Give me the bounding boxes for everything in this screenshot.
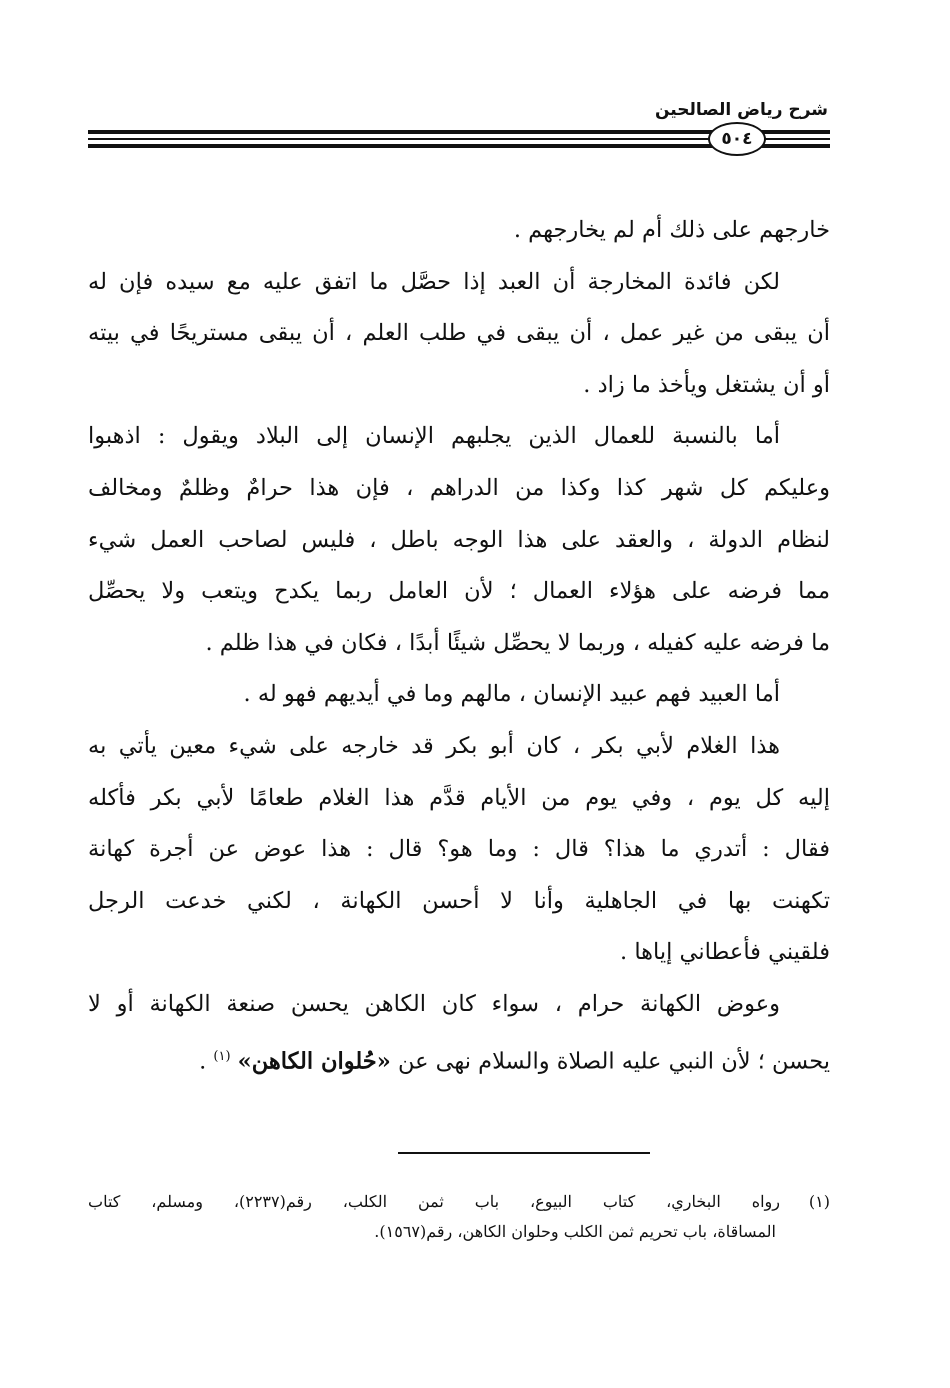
text-line: أما العبيد فهم عبيد الإنسان ، مالهم وما في أيديهم فهو له . (243, 681, 780, 708)
footnote-marker: (١) (808, 1192, 831, 1211)
text-line: فقال : أتدري ما هذا؟ قال : وما هو؟ قال : هذا عوض عن أجرة كهانة (88, 836, 830, 863)
footnote-line (88, 1187, 830, 1217)
text-line: أما بالنسبة للعمال الذين يجلبهم الإنسان إلى البلاد ويقول : اذهبوا (88, 423, 780, 450)
text-line: تكهنت بها في الجاهلية وأنا لا أحسن الكهانة ، لكني خدعت الرجل (88, 887, 830, 914)
footnote-reference: (١) (213, 1048, 231, 1064)
page-header (88, 98, 830, 158)
text-line: مما فرضه على هؤلاء العمال ؛ لأن العامل ربما يكدح ويتعب ولا يحصِّل (88, 578, 830, 605)
text-line: ما فرضه عليه كفيله ، وربما لا يحصِّل شيئًا أبدًا ، فكان في هذا ظلم . (205, 629, 830, 656)
last-line-prefix: يحسن ؛ لأن النبي عليه الصلاة والسلام نهى عن (397, 1048, 830, 1074)
text-line: لكن فائدة المخارجة أن العبد إذا حصَّل ما اتفق عليه مع سيده فإن له (88, 268, 780, 295)
page-number: ٥٠٤ (708, 122, 766, 156)
text-line: لنظام الدولة ، والعقد على هذا الوجه باطل ، فليس لصاحب العمل شيء (88, 526, 830, 553)
footnote-line: المساقاة، باب تحريم ثمن الكلب وحلوان الكاهن، رقم(١٥٦٧). (374, 1222, 776, 1241)
footnote-separator (398, 1152, 650, 1154)
text-line: فلقيني فأعطاني إياها . (620, 939, 830, 966)
text-line: خارجهم على ذلك أم لم يخارجهم . (513, 217, 830, 243)
footnote-text-1: رواه البخاري، كتاب البيوع، باب ثمن الكلب، رقم(٢٢٣٧)، ومسلم، كتاب (88, 1192, 781, 1211)
main-text (88, 205, 830, 1082)
text-line: وعوض الكهانة حرام ، سواء كان الكاهن يحسن صنعة الكهانة أو لا (88, 990, 780, 1017)
text-line: أن يبقى من غير عمل ، أن يبقى في طلب العلم ، أن يبقى مستريحًا في بيته (88, 320, 830, 347)
text-line: وعليكم كل شهر كذا وكذا من الدراهم ، فإن هذا حرامٌ وظلمٌ ومخالف (88, 474, 830, 501)
footnote (88, 1187, 830, 1247)
book-title: شرح رياض الصالحين (654, 100, 828, 120)
text-line: أو أن يشتغل ويأخذ ما زاد . (583, 371, 830, 398)
text-line: هذا الغلام لأبي بكر ، كان أبو بكر قد خارجه على شيء معين يأتي به (88, 732, 780, 759)
text-line-last (88, 1031, 830, 1083)
quoted-phrase: «حُلوان الكاهن» (237, 1048, 391, 1074)
text-line: إليه كل يوم ، وفي يوم من الأيام قدَّم هذا الغلام طعامًا لأبي بكر فأكله (88, 784, 830, 811)
last-line-end: . (199, 1048, 207, 1074)
